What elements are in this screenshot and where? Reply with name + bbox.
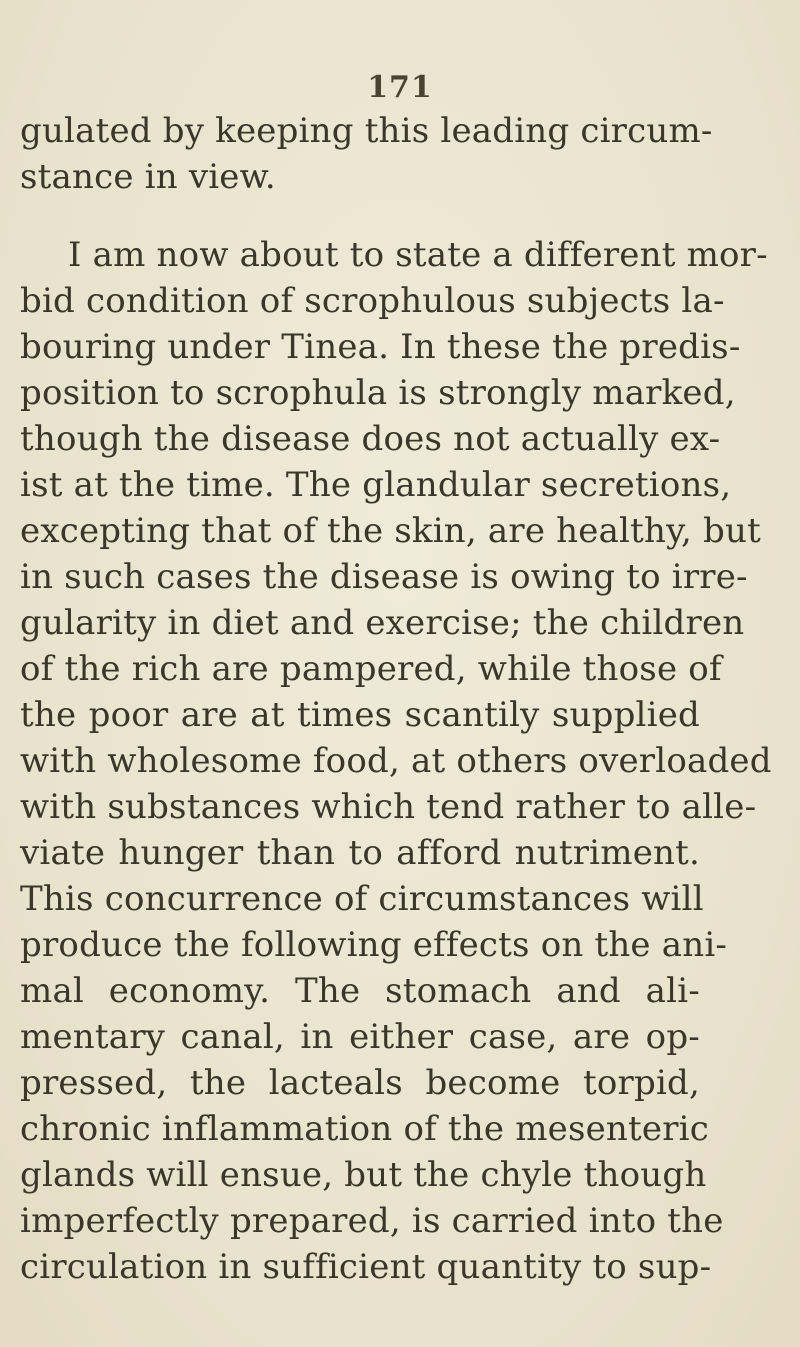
body-text	[20, 108, 772, 1290]
text-line: This concurrence of circumstances will	[20, 879, 704, 919]
text-line: imperfectly prepared, is carried into the	[20, 1201, 724, 1241]
text-line: of the rich are pampered, while those of	[20, 649, 722, 689]
text-line: with substances which tend rather to alle-	[20, 787, 757, 827]
text-line: though the disease does not actually ex-	[20, 419, 721, 459]
text-line: gularity in diet and exercise; the children	[20, 603, 745, 643]
text-line: produce the following effects on the ani-	[20, 925, 728, 965]
text-line: bouring under Tinea. In these the predis-	[20, 327, 741, 367]
text-line: I am now about to state a different mor-	[68, 235, 768, 275]
text-line: mentary canal, in either case, are op-	[20, 1017, 700, 1057]
text-line: pressed, the lacteals become torpid,	[20, 1063, 700, 1103]
text-line: ist at the time. The glandular secretions,	[20, 465, 732, 505]
text-line: in such cases the disease is owing to irre-	[20, 557, 748, 597]
text-line: stance in view.	[20, 157, 276, 197]
text-line: position to scrophula is strongly marked,	[20, 373, 736, 413]
text-line: with wholesome food, at others overloaded	[20, 741, 772, 781]
text-line: glands will ensue, but the chyle though	[20, 1155, 707, 1195]
page-number: 171	[367, 70, 433, 105]
text-line: bid condition of scrophulous subjects la-	[20, 281, 725, 321]
text-line: mal economy. The stomach and ali-	[20, 971, 700, 1011]
text-line: excepting that of the skin, are healthy, but	[20, 511, 761, 551]
text-line: viate hunger than to afford nutriment.	[20, 833, 700, 873]
text-line: chronic inflammation of the mesenteric	[20, 1109, 709, 1149]
text-line: circulation in sufficient quantity to sup-	[20, 1247, 712, 1287]
text-line: the poor are at times scantily supplied	[20, 695, 700, 735]
text-line: gulated by keeping this leading circum-	[20, 111, 713, 151]
